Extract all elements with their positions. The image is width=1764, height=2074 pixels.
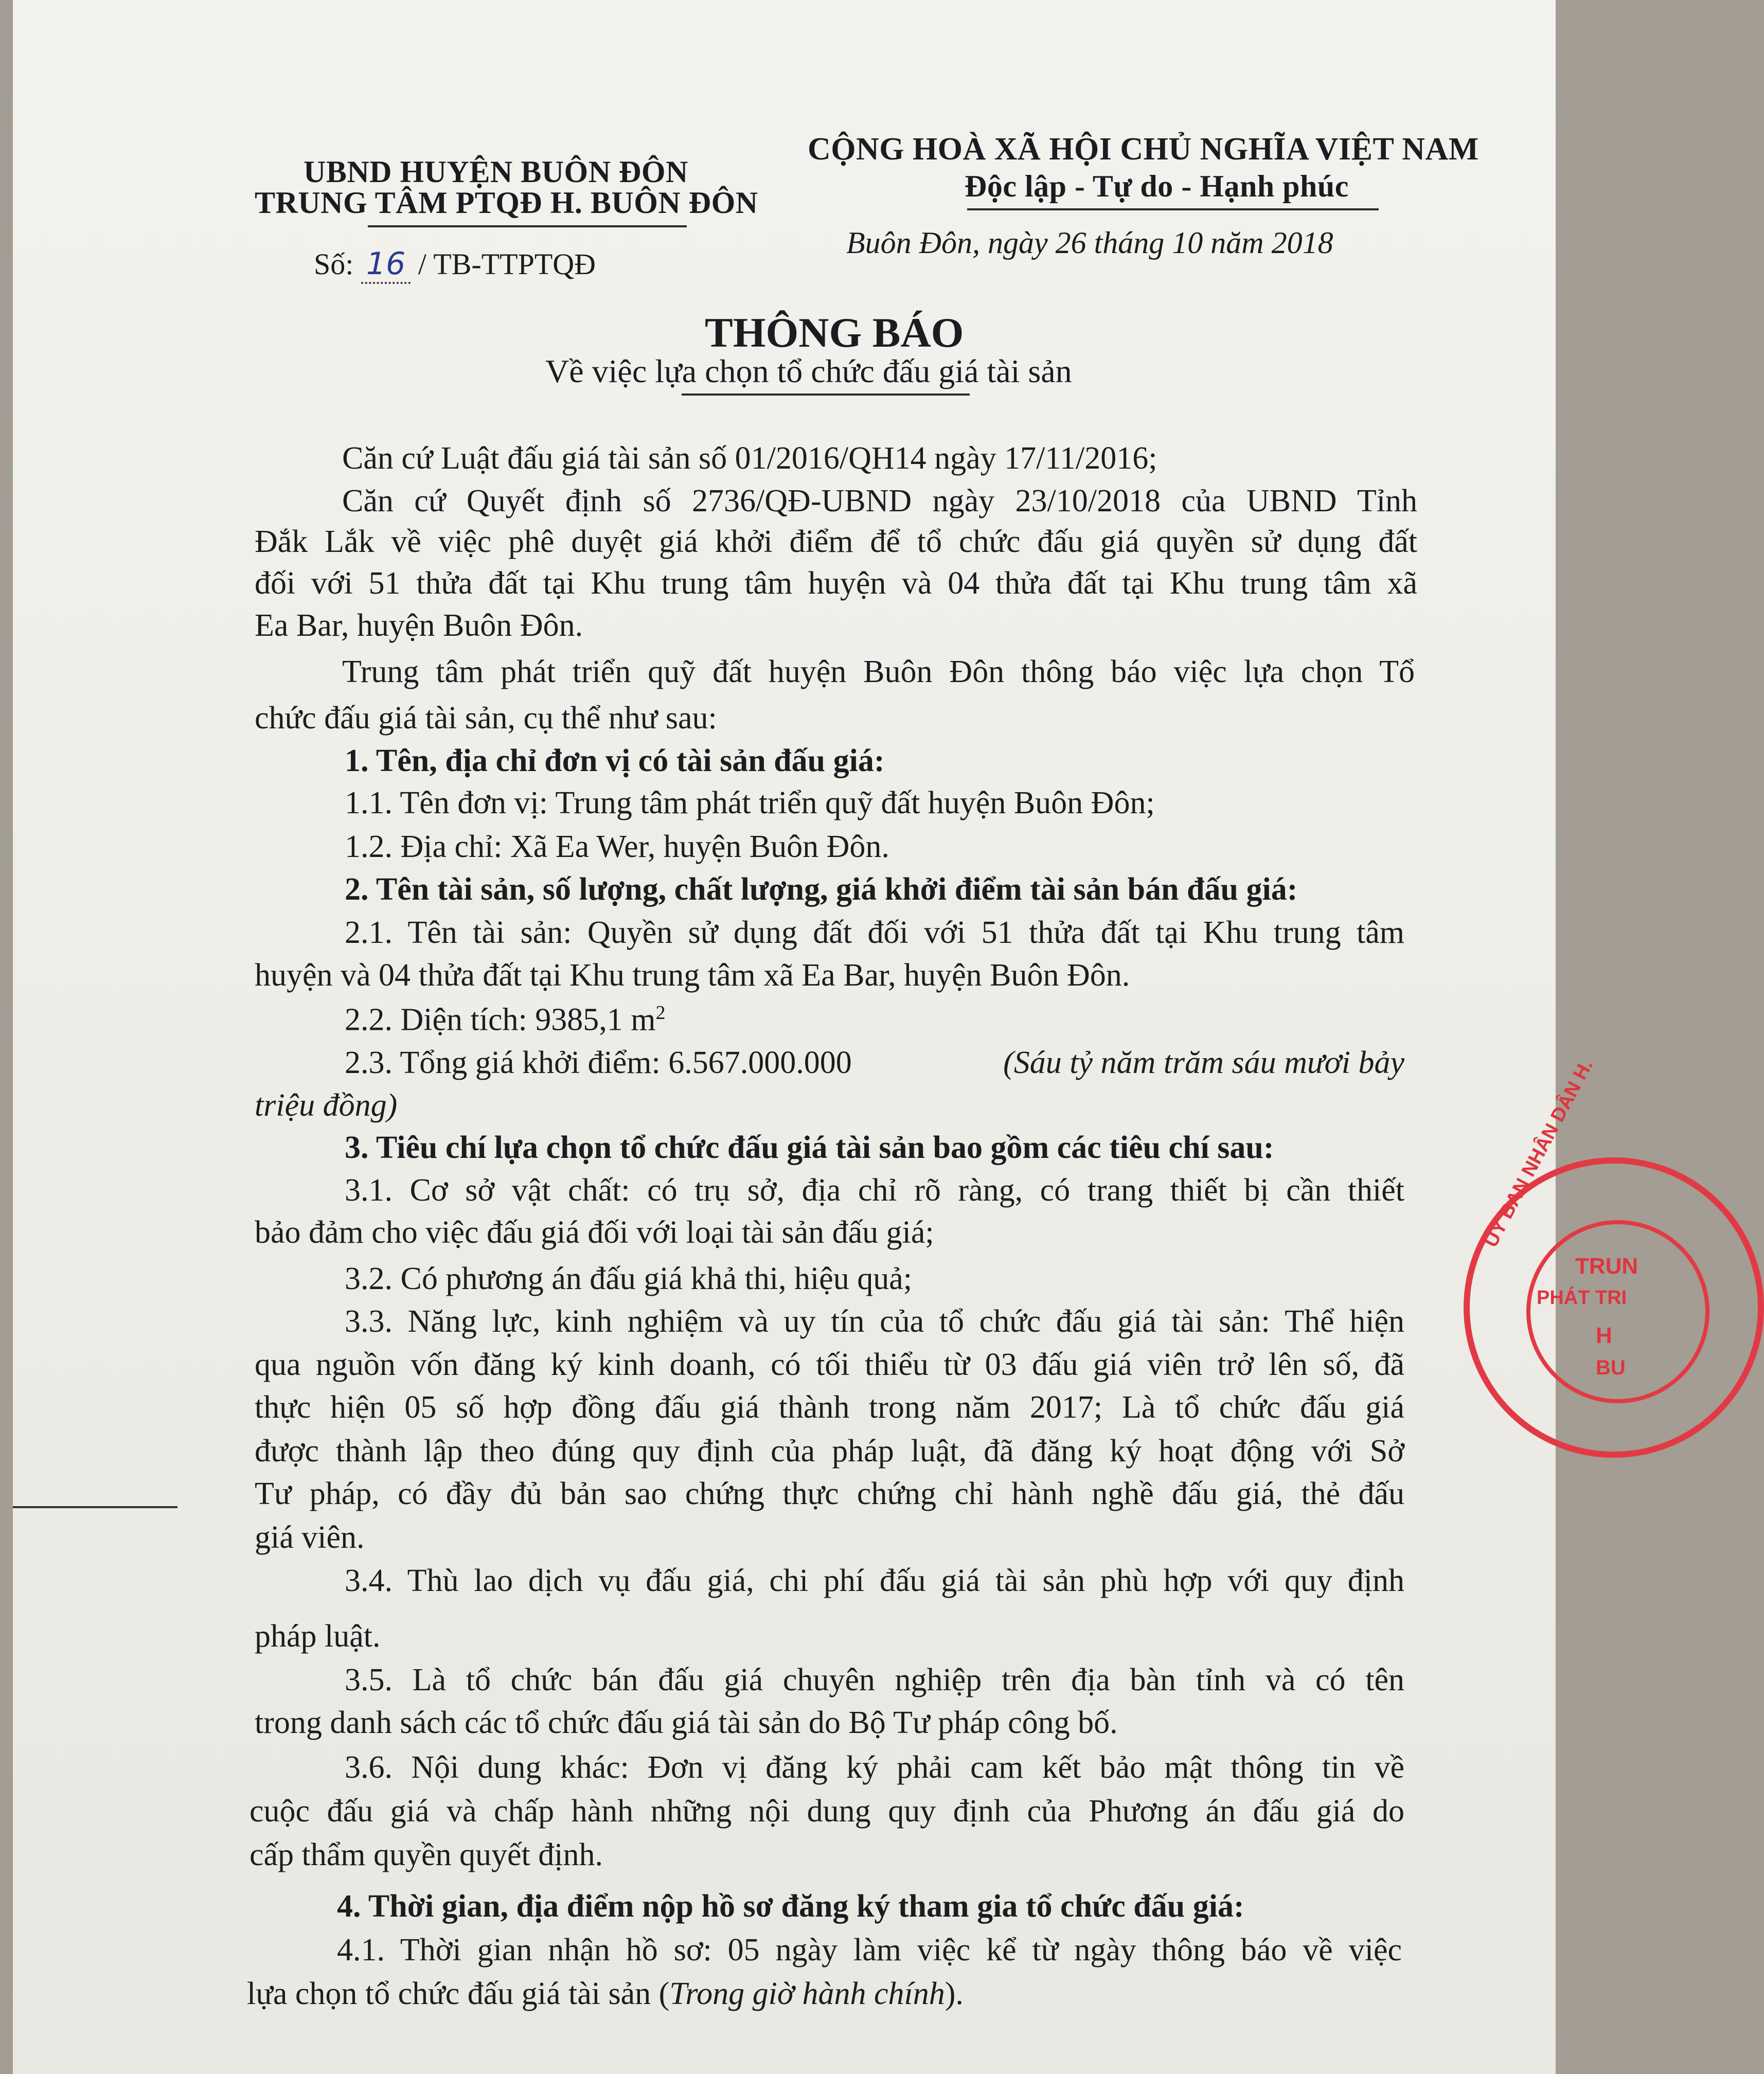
nation-line-2: Độc lập - Tự do - Hạnh phúc [965,169,1349,203]
seal-text-1: TRUN [1575,1254,1638,1279]
item-2-3 [345,1047,1404,1079]
para-line: giá viên. [255,1520,365,1555]
seal-ring-text: ỦY BAN NHÂN DÂN H. [1480,1056,1598,1251]
item-3-4: 3.4. Thù lao dịch vụ đấu giá, chi phí đấu giá tài sản phù hợp với quy định [345,1563,1404,1598]
para-intro: Trung tâm phát triển quỹ đất huyện Buôn Đôn thông báo việc lựa chọn Tổ [342,654,1415,689]
item-3-2: 3.2. Có phương án đấu giá khả thi, hiệu quả; [345,1261,912,1296]
para-legal-basis-2: Căn cứ Quyết định số 2736/QĐ-UBND ngày 23/10/2018 của UBND Tỉnh [342,484,1417,518]
seal-text-2: PHÁT TRI [1537,1287,1627,1309]
item-4-1: 4.1. Thời gian nhận hồ sơ: 05 ngày làm việc kể từ ngày thông báo về việc [337,1933,1402,1968]
title-sub: Về việc lựa chọn tổ chức đấu giá tài sản [545,353,1072,389]
nation-underline [967,208,1379,210]
para-line: cuộc đấu giá và chấp hành những nội dung quy định của Phương án đấu giá do [250,1794,1404,1829]
item-2-2 [345,1003,665,1036]
section-heading-3: 3. Tiêu chí lựa chọn tổ chức đấu giá tài sản bao gồm các tiêu chí sau: [345,1130,1274,1165]
seal-text-3: H [1596,1323,1612,1348]
para-line: đối với 51 thửa đất tại Khu trung tâm huyện và 04 thửa đất tại Khu trung tâm xã [255,566,1417,601]
official-seal-stamp [1464,1056,1764,1458]
item-3-1: 3.1. Cơ sở vật chất: có trụ sở, địa chỉ rõ ràng, có trang thiết bị cần thiết [345,1173,1404,1208]
number-handwritten: 16 [361,246,411,284]
section-heading-2: 2. Tên tài sản, số lượng, chất lượng, giá khởi điểm tài sản bán đấu giá: [345,872,1298,907]
para-line: pháp luật. [255,1619,381,1654]
para-line: qua nguồn vốn đăng ký kinh doanh, có tối thiểu từ 03 đấu giá viên trở lên số, đã [255,1347,1404,1382]
para-line: Đắk Lắk về việc phê duyệt giá khởi điểm để tổ chức đấu giá quyền sử dụng đất [255,524,1417,559]
reception-text: lựa chọn tổ chức đấu giá tài sản ( [247,1976,670,2011]
para-line: huyện và 04 thửa đất tại Khu trung tâm xã Ea Bar, huyện Buôn Đôn. [255,958,1130,993]
item-3-6: 3.6. Nội dung khác: Đơn vị đăng ký phải cam kết bảo mật thông tin về [345,1750,1404,1785]
item-1-1: 1.1. Tên đơn vị: Trung tâm phát triển quỹ đất huyện Buôn Đôn; [345,785,1155,820]
para-line: cấp thẩm quyền quyết định. [250,1837,603,1872]
margin-mark [13,1506,177,1508]
item-2-1: 2.1. Tên tài sản: Quyền sử dụng đất đối với 51 thửa đất tại Khu trung tâm [345,915,1404,950]
org-line-1: UBND HUYỆN BUÔN ĐÔN [304,155,688,189]
nation-line-1: CỘNG HOÀ XÃ HỘI CHỦ NGHĨA VIỆT NAM [808,132,1479,167]
para-line: chức đấu giá tài sản, cụ thể như sau: [255,701,717,736]
number-suffix: / TB-TTPTQĐ [418,247,596,281]
price-text: 2.3. Tổng giá khởi điểm: 6.567.000.000 [345,1045,852,1080]
para-line: thực hiện 05 số hợp đồng đấu giá thành trong năm 2017; Là tổ chức đấu giá [255,1390,1404,1425]
seal-text-4: BU [1596,1356,1626,1379]
para-line [247,1978,964,2010]
para-line: được thành lập theo đúng quy định của pháp luật, đã đăng ký hoạt động với Sở [255,1434,1404,1469]
para-line: trong danh sách các tổ chức đấu giá tài sản do Bộ Tư pháp công bố. [255,1705,1118,1740]
para-line: Tư pháp, có đầy đủ bản sao chứng thực chứng chỉ hành nghề đấu giá, thẻ đấu [255,1476,1404,1511]
area-text: 2.2. Diện tích: 9385,1 m [345,1002,656,1038]
para-line: bảo đảm cho việc đấu giá đối với loại tài sản đấu giá; [255,1215,934,1250]
item-3-5: 3.5. Là tổ chức bán đấu giá chuyên nghiệp trên địa bàn tỉnh và có tên [345,1662,1404,1697]
org-line-2: TRUNG TÂM PTQĐ H. BUÔN ĐÔN [255,186,758,220]
title-underline [682,394,970,396]
para-legal-basis-1: Căn cứ Luật đấu giá tài sản số 01/2016/QH14 ngày 17/11/2016; [342,441,1157,476]
reception-end: ). [945,1976,964,2011]
item-3-3: 3.3. Năng lực, kinh nghiệm và uy tín của tổ chức đấu giá tài sản: Thể hiện [345,1304,1404,1339]
title-main: THÔNG BÁO [705,309,964,356]
price-words: (Sáu tỷ năm trăm sáu mươi bảy [1003,1045,1404,1080]
section-heading-1: 1. Tên, địa chỉ đơn vị có tài sản đấu giá: [345,743,885,778]
section-heading-4: 4. Thời gian, địa điểm nộp hồ sơ đăng ký tham gia tổ chức đấu giá: [337,1889,1244,1924]
number-prefix: Số: [314,247,354,281]
office-hours: Trong giờ hành chính [669,1976,945,2011]
area-superscript: 2 [655,1002,666,1024]
para-line: Ea Bar, huyện Buôn Đôn. [255,608,583,643]
document-page [13,0,1638,2074]
org-underline [368,225,687,227]
price-words-cont: triệu đồng) [255,1088,398,1123]
place-date: Buôn Đôn, ngày 26 tháng 10 năm 2018 [846,226,1333,260]
document-number [314,246,596,284]
item-1-2: 1.2. Địa chỉ: Xã Ea Wer, huyện Buôn Đôn. [345,829,889,864]
